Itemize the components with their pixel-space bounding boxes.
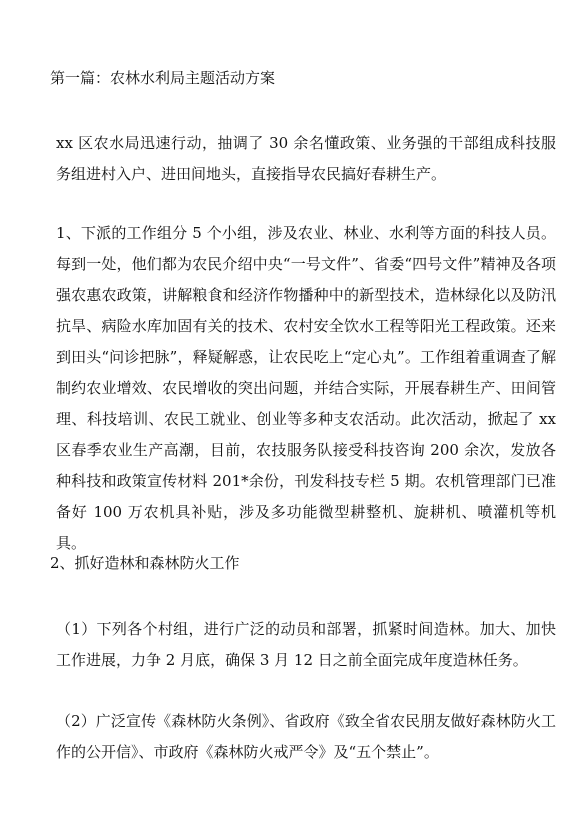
section-heading-2: 2、抓好造林和森林防火工作	[50, 554, 240, 572]
document-title: 第一篇：农林水利局主题活动方案	[50, 69, 276, 87]
paragraph-section-1: 1、下派的工作组分 5 个小组，涉及农业、林业、水利等方面的科技人员。每到一处，他们都为农民介绍中央“一号文件”、省委“四号文件”精神及各项强农惠农政策，讲解粮食和经济作物播种中的新型技术，造林绿化以及防汛抗旱、病险水库加固有关的技术、农村安全饮水工程等阳光工程政策。还来到田头“问诊把脉”，释疑解惑，让农民吃上“定心丸”。工作组着重调查了解制约农业增效、农民增收的突出问题，并结合实际，开展春耕生产、田间管理、科技培训、农民工就业、创业等多种支农活动。此次活动，掀起了 xx 区春季农业生产高潮，目前，农技服务队接受科技咨询 200 余次，发放各种科技和政策宣传材料 201*余份，刊发科技专栏 5 期。农机管理部门已准备好 100 万农机具补贴，涉及多功能微型耕整机、旋耕机、喷灌机等机具。	[56, 224, 556, 552]
paragraph-intro: xx 区农水局迅速行动，抽调了 30 余名懂政策、业务强的干部组成科技服务组进村入户、进田间地头，直接指导农民搞好春耕生产。	[56, 134, 556, 183]
paragraph-item-2: （2）广泛宣传《森林防火条例》、省政府《致全省农民朋友做好森林防火工作的公开信》、市政府《森林防火戒严令》及“五个禁止”。	[56, 712, 556, 761]
paragraph-item-1: （1）下列各个村组，进行广泛的动员和部署，抓紧时间造林。加大、加快工作进展，力争 2 月底，确保 3 月 12 日之前全面完成年度造林任务。	[56, 620, 556, 669]
